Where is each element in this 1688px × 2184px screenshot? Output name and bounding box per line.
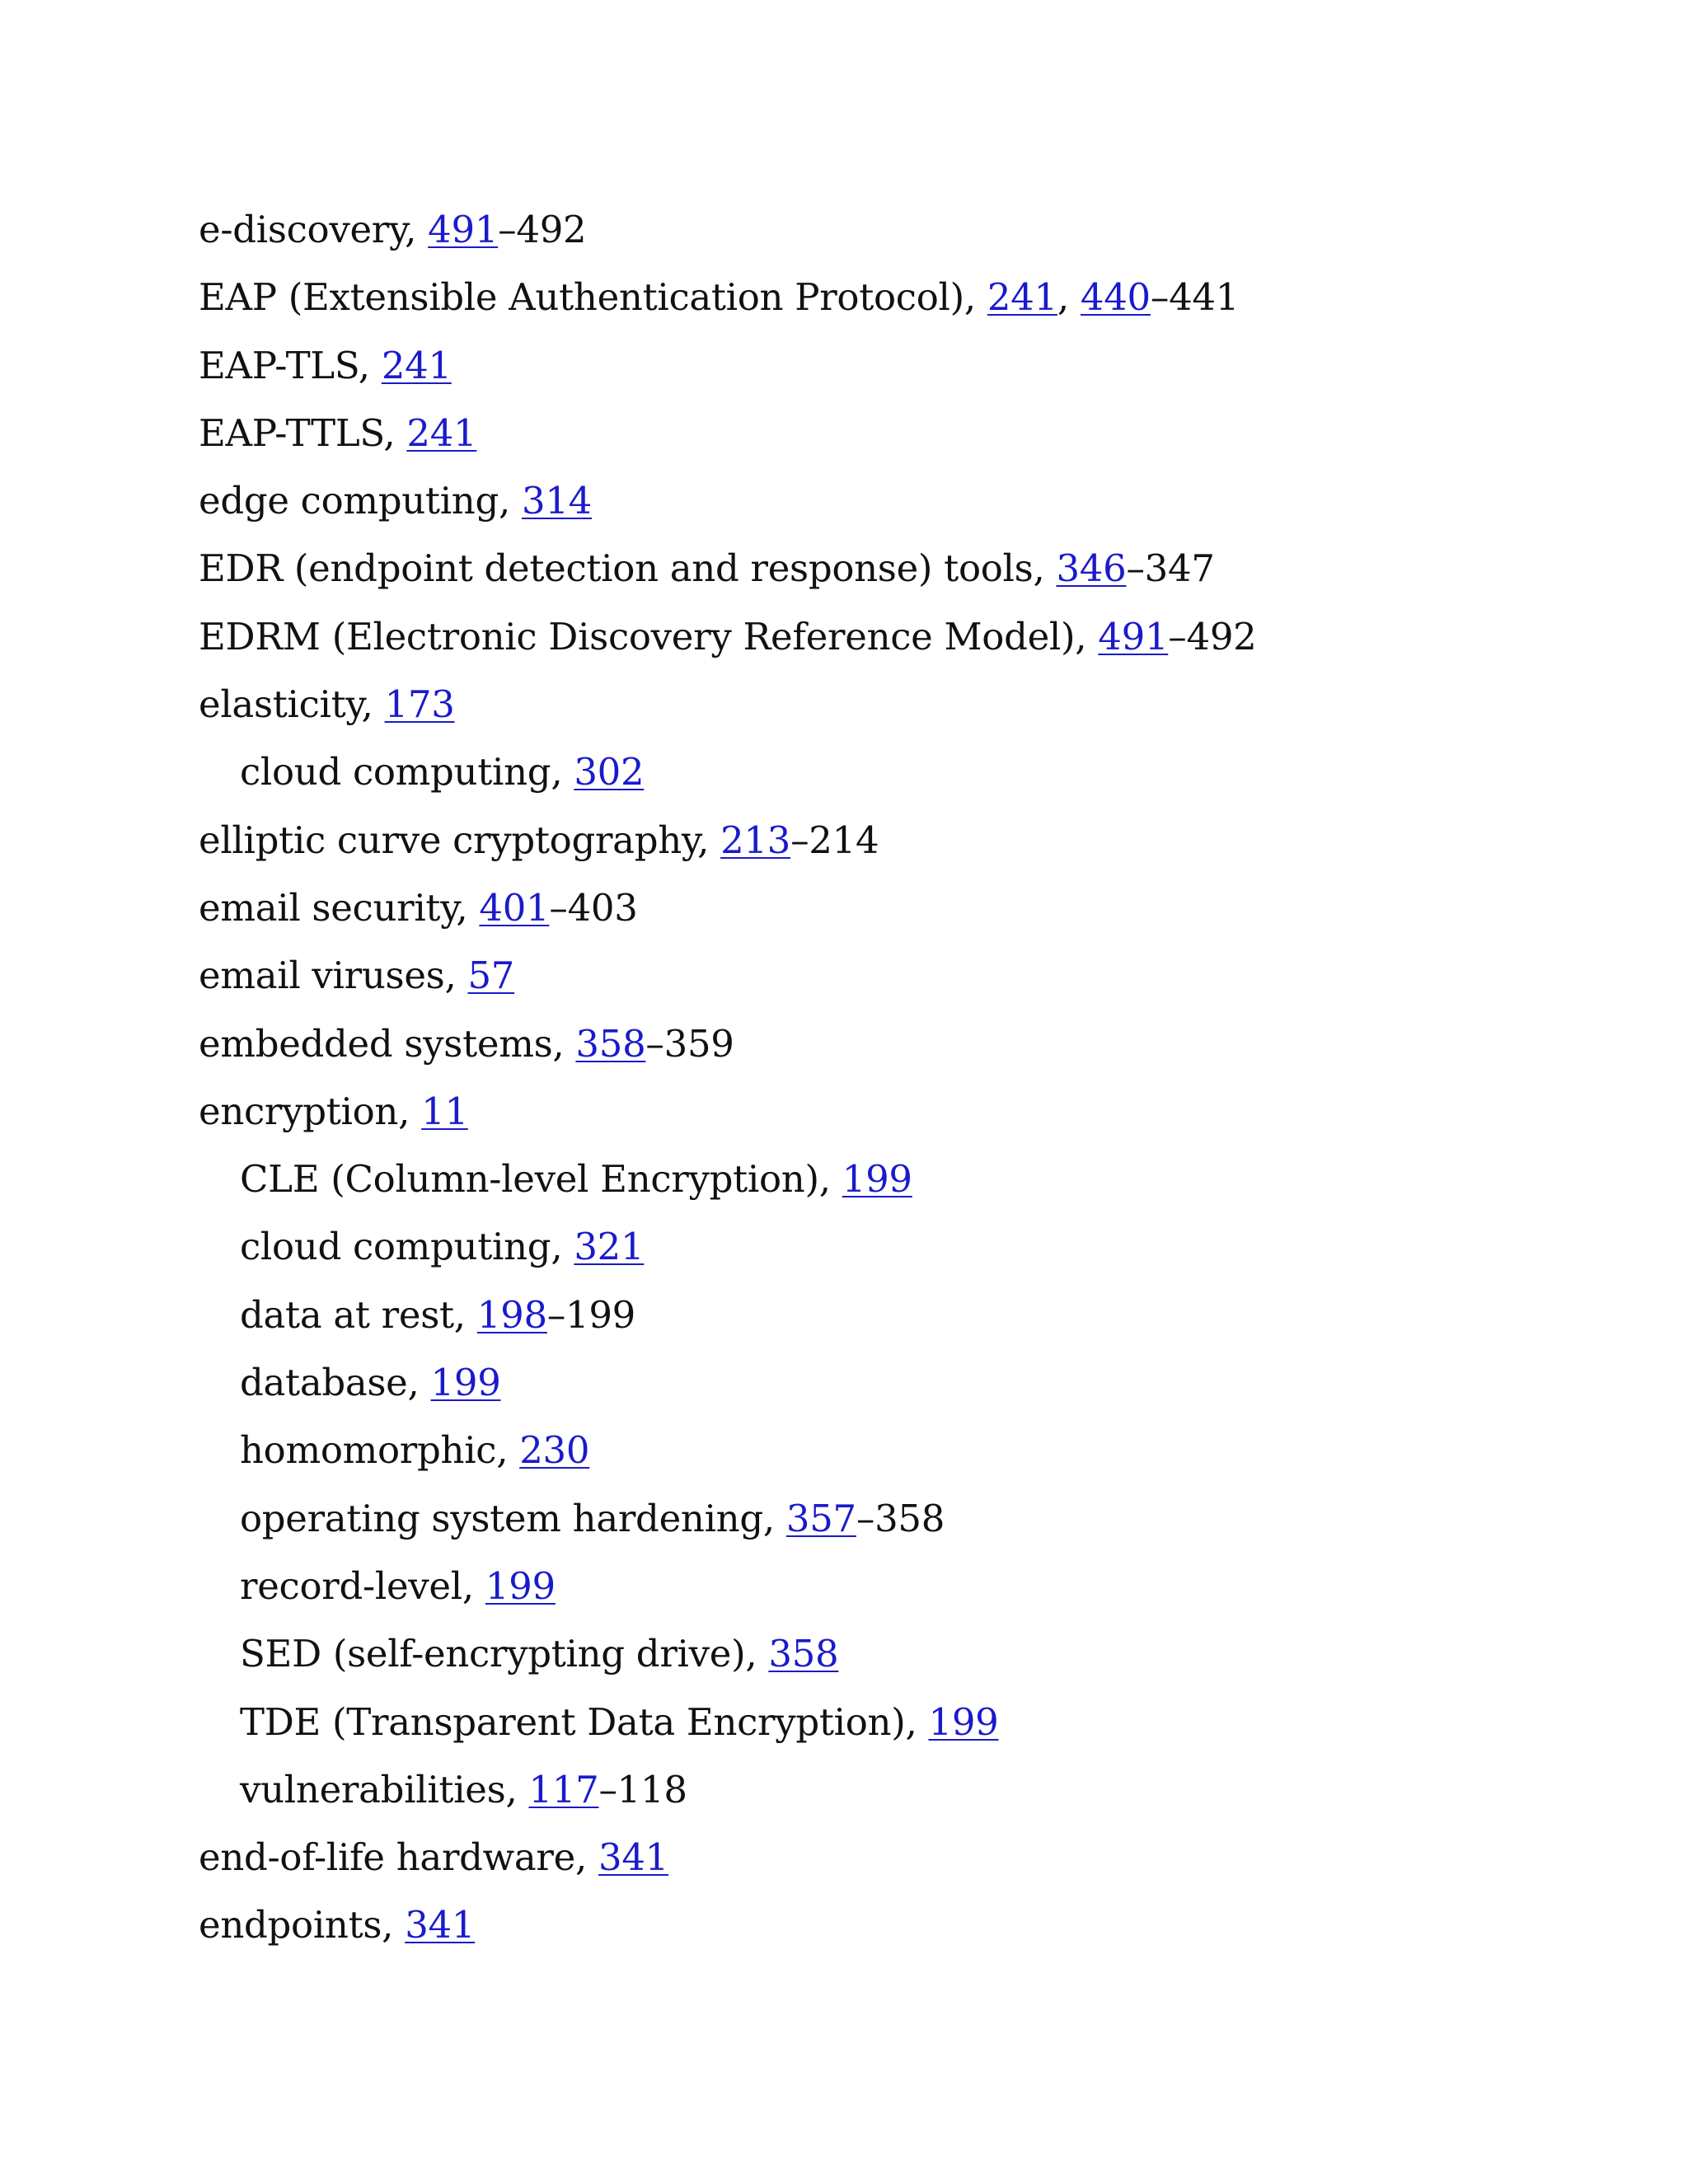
index-entry: email security, 401–403 bbox=[199, 885, 638, 930]
index-term: EAP-TTLS bbox=[199, 410, 384, 455]
page-reference-link[interactable]: 401 bbox=[479, 885, 550, 930]
index-subentry: operating system hardening, 357–358 bbox=[240, 1496, 945, 1540]
index-subentry: data at rest, 198–199 bbox=[240, 1292, 636, 1337]
index-subentry: cloud computing, 302 bbox=[240, 750, 645, 794]
index-entry: elliptic curve cryptography, 213–214 bbox=[199, 818, 879, 862]
index-entry: EDRM (Electronic Discovery Reference Model), 491–492 bbox=[199, 614, 1257, 658]
index-term: endpoints bbox=[199, 1903, 382, 1947]
index-term: email viruses bbox=[199, 954, 445, 998]
page-range-end: 359 bbox=[663, 1021, 734, 1066]
page-reference-link[interactable]: 117 bbox=[528, 1767, 599, 1811]
page-reference-link[interactable]: 357 bbox=[785, 1496, 856, 1540]
page-reference-link[interactable]: 230 bbox=[519, 1428, 590, 1473]
page-reference-link[interactable]: 241 bbox=[987, 275, 1057, 320]
index-entry-list bbox=[199, 196, 1256, 1960]
index-subentry: TDE (Transparent Data Encryption), 199 bbox=[240, 1699, 999, 1744]
page-reference-link[interactable]: 440 bbox=[1080, 275, 1151, 320]
page-reference-link[interactable]: 491 bbox=[428, 208, 499, 251]
index-entry: email viruses, 57 bbox=[199, 954, 515, 998]
page-reference-link[interactable]: 358 bbox=[575, 1021, 646, 1066]
index-term: CLE (Column-level Encryption) bbox=[240, 1157, 819, 1202]
page-range-end: 199 bbox=[565, 1292, 636, 1337]
page-reference-link[interactable]: 173 bbox=[384, 682, 455, 727]
index-entry: encryption, 11 bbox=[199, 1089, 468, 1133]
page-reference-link[interactable]: 199 bbox=[430, 1361, 501, 1405]
index-term: elasticity bbox=[199, 682, 362, 727]
index-entry: EAP-TTLS, 241 bbox=[199, 410, 477, 455]
index-entry: EDR (endpoint detection and response) tools, 346–347 bbox=[199, 546, 1215, 591]
page-range-end: 214 bbox=[809, 818, 879, 862]
page-reference-link[interactable]: 321 bbox=[574, 1225, 645, 1269]
page-range-end: 441 bbox=[1169, 275, 1240, 320]
page-reference-link[interactable]: 198 bbox=[476, 1292, 547, 1337]
index-term: operating system hardening bbox=[240, 1496, 763, 1540]
index-term: vulnerabilities bbox=[240, 1767, 506, 1811]
index-entry: EAP (Extensible Authentication Protocol), 241, 440–441 bbox=[199, 275, 1240, 320]
page-reference-link[interactable]: 199 bbox=[842, 1157, 912, 1202]
index-subentry: cloud computing, 321 bbox=[240, 1225, 645, 1269]
index-term: database bbox=[240, 1361, 408, 1405]
page-reference-link[interactable]: 11 bbox=[421, 1089, 468, 1133]
index-subentry: database, 199 bbox=[240, 1361, 501, 1405]
index-entry: elasticity, 173 bbox=[199, 682, 455, 727]
page-reference-link[interactable]: 358 bbox=[768, 1632, 839, 1676]
index-term: embedded systems bbox=[199, 1021, 553, 1066]
index-term: elliptic curve cryptography bbox=[199, 818, 698, 862]
index-term: edge computing bbox=[199, 479, 499, 523]
index-term: SED (self-encrypting drive) bbox=[240, 1632, 746, 1676]
index-subentry: homomorphic, 230 bbox=[240, 1428, 590, 1473]
index-term: end-of-life hardware bbox=[199, 1835, 575, 1880]
index-entry: embedded systems, 358–359 bbox=[199, 1021, 734, 1066]
index-term: homomorphic bbox=[240, 1428, 497, 1473]
index-term: EAP-TLS bbox=[199, 343, 359, 387]
index-subentry: record-level, 199 bbox=[240, 1563, 556, 1608]
index-term: record-level bbox=[240, 1563, 462, 1608]
page-range-end: 492 bbox=[1186, 614, 1257, 658]
page-reference-link[interactable]: 57 bbox=[467, 954, 515, 998]
index-entry: e-discovery, 491–492 bbox=[199, 208, 587, 251]
page-range-end: 492 bbox=[516, 208, 587, 251]
index-entry: edge computing, 314 bbox=[199, 479, 593, 523]
page-reference-link[interactable]: 302 bbox=[574, 750, 645, 794]
index-term: data at rest bbox=[240, 1292, 454, 1337]
index-term: EDR (endpoint detection and response) tools bbox=[199, 546, 1034, 591]
index-term: encryption bbox=[199, 1089, 399, 1133]
page-reference-link[interactable]: 213 bbox=[720, 818, 791, 862]
page-range-end: 118 bbox=[617, 1767, 687, 1811]
index-entry: end-of-life hardware, 341 bbox=[199, 1835, 668, 1880]
index-term: EDRM (Electronic Discovery Reference Model) bbox=[199, 614, 1076, 658]
page-reference-link[interactable]: 341 bbox=[598, 1835, 668, 1880]
index-term: EAP (Extensible Authentication Protocol) bbox=[199, 275, 964, 320]
index-subentry: vulnerabilities, 117–118 bbox=[240, 1767, 687, 1811]
page-reference-link[interactable]: 199 bbox=[485, 1563, 556, 1608]
index-term: email security bbox=[199, 885, 457, 930]
index-subentry: SED (self-encrypting drive), 358 bbox=[240, 1632, 839, 1676]
index-term: TDE (Transparent Data Encryption) bbox=[240, 1699, 906, 1744]
page-reference-link[interactable]: 241 bbox=[381, 343, 452, 387]
page-reference-link[interactable]: 491 bbox=[1098, 614, 1169, 658]
page-reference-link[interactable]: 341 bbox=[405, 1903, 476, 1947]
page-reference-link[interactable]: 346 bbox=[1056, 546, 1127, 591]
index-subentry: CLE (Column-level Encryption), 199 bbox=[240, 1157, 912, 1202]
index-entry: endpoints, 341 bbox=[199, 1903, 476, 1947]
page-reference-link[interactable]: 199 bbox=[928, 1699, 999, 1744]
index-term: cloud computing bbox=[240, 750, 551, 794]
page-range-end: 403 bbox=[567, 885, 638, 930]
page-range-end: 358 bbox=[874, 1496, 945, 1540]
index-entry: EAP-TLS, 241 bbox=[199, 343, 452, 387]
index-term: e-discovery bbox=[199, 208, 406, 251]
index-term: cloud computing bbox=[240, 1225, 551, 1269]
page-range-end: 347 bbox=[1144, 546, 1215, 591]
page-reference-link[interactable]: 314 bbox=[522, 479, 593, 523]
page-reference-link[interactable]: 241 bbox=[406, 410, 477, 455]
